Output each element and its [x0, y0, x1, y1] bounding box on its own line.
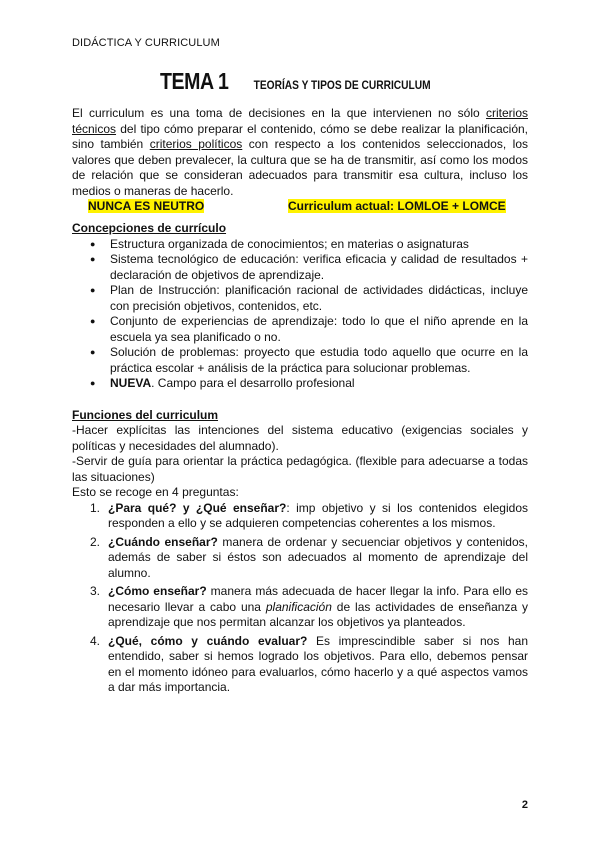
section-heading-funciones: Funciones del curriculum [72, 407, 219, 422]
running-header: DIDÁCTICA Y CURRICULUM [72, 37, 220, 49]
criterios-politicos: criterios políticos [149, 137, 243, 151]
intro-paragraph: El curriculum es una toma de decisiones en la que intervienen no sólo criterios técnicos del tipo cómo preparar el contenido, cómo se debe realizar la planificación, sino también criterios políticos con respecto a los contenidos seleccionados, los valores que deben prevalecer, la cultura que se ha de transmitir, así como los modos de relación que se consideran adecuados para transmitir esa cultura, incluso los medios o maneras de hacerlo. [72, 106, 528, 198]
highlight-nunca-neutro: NUNCA ES NEUTRO [88, 199, 205, 213]
page-number: 2 [521, 799, 528, 811]
questions-list [72, 501, 528, 696]
list-item: 4. ¿Qué, cómo y cuándo evaluar? Es imprescindible saber si nos han entendido, saber si hemos logrado los objetivos. Para ello, debemos pensar en el momento idóneo para evaluarlos, cómo hacerlo y a qué aspectos vamos a dar más importancia. [90, 633, 529, 694]
list-item: ● Estructura organizada de conocimientos; en materias o asignaturas [110, 237, 528, 253]
list-item: 1. ¿Para qué? y ¿Qué enseñar?: imp objetivo y si los contenidos elegidos responden a ello y se adquieren competencias coherentes a los mismos. [90, 500, 528, 530]
list-item: ● Plan de Instrucción: planificación racional de actividades didácticas, incluye con precisión objetivos, contenidos, etc. [110, 283, 528, 314]
list-item: ● Solución de problemas: proyecto que estudia todo aquello que ocurre en la práctica escolar + análisis de la práctica para solucionar problemas. [110, 345, 528, 376]
criterios-tecnicos: criterios técnicos [72, 106, 528, 136]
list-item: ● NUEVA. Campo para el desarrollo profesional [110, 376, 528, 392]
concepciones-list [72, 237, 528, 392]
list-item: ● Sistema tecnológico de educación: verifica eficacia y calidad de resultados + declaración de objetivos de aprendizaje. [110, 252, 528, 283]
funciones-p2: -Servir de guía para orientar la práctica pedagógica. (flexible para adecuarse a todas las situaciones) [72, 454, 528, 484]
funciones-p3: Esto se recoge en 4 preguntas: [72, 485, 239, 499]
list-item: 3. ¿Cómo enseñar? manera más adecuada de hacer llegar la info. Para ello es necesario llevar a cabo una planificación de las actividades de enseñanza y aprendizaje que nos permitan alcanzar los objetivos ya planteados. [90, 584, 529, 629]
highlight-curriculum-actual: Curriculum actual: LOMLOE + LOMCE [288, 199, 506, 213]
list-item: 2. ¿Cuándo enseñar? manera de ordenar y secuenciar objetivos y contenidos, además de saber si éstos son adecuados al momento de aprendizaje del alumno. [90, 534, 528, 580]
section-heading-concepciones: Concepciones de currículo [72, 221, 227, 235]
list-item: ● Conjunto de experiencias de aprendizaje: todo lo que el niño aprende en la escuela ya sea planificado o no. [110, 314, 528, 345]
funciones-p1: -Hacer explícitas las intenciones del sistema educativo (exigencias sociales y políticas y necesidades del alumnado). [72, 423, 528, 453]
document-body [72, 106, 528, 699]
highlight-row [72, 199, 528, 216]
page-title [0, 68, 600, 94]
title-subtitle: TEORÍAS Y TIPOS DE CURRICULUM [253, 78, 431, 92]
title-main: TEMA 1 [159, 68, 229, 94]
